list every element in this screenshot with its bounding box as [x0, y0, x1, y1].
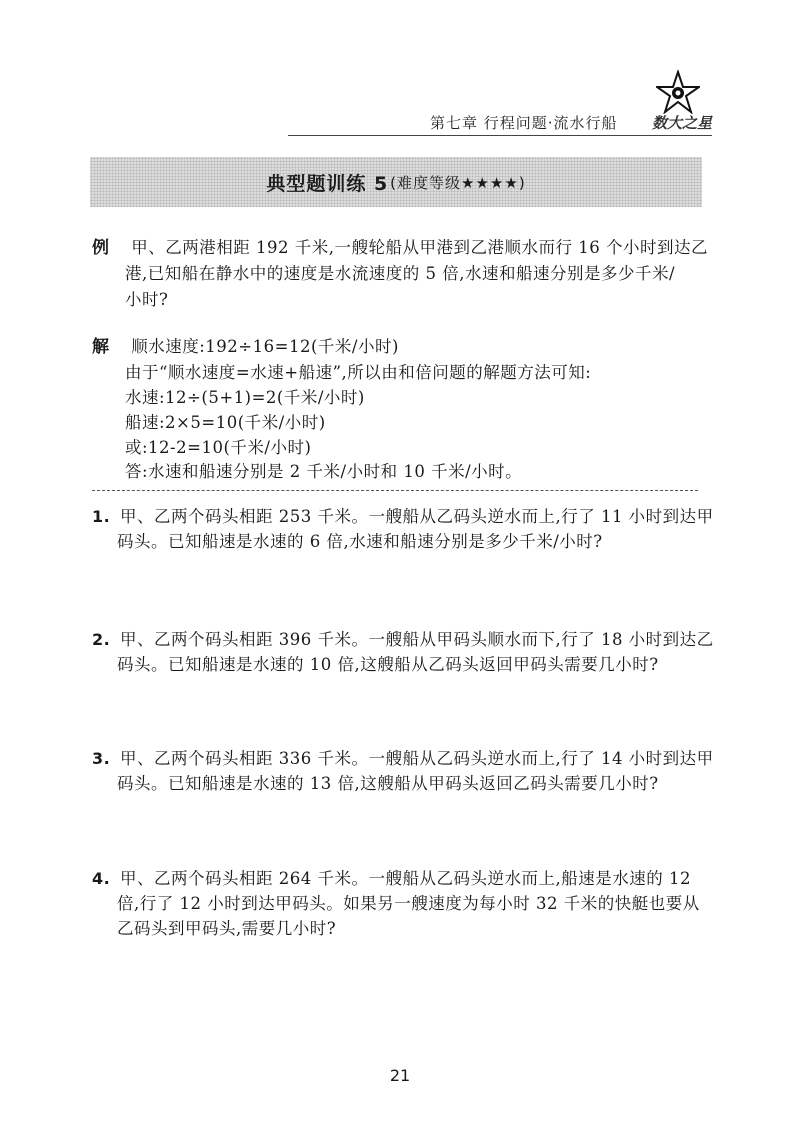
- difficulty-rating: (难度等级★★★★): [390, 173, 526, 192]
- solution-line-2: 由于“顺水速度=水速+船速”,所以由和倍问题的解题方法可知:: [125, 363, 592, 382]
- problem-number: 4.: [92, 869, 111, 888]
- problem-text: 甲、乙两个码头相距 253 千米。一艘船从乙码头逆水而上,行了 11 小时到达甲: [119, 507, 714, 526]
- solution-line-1: [92, 335, 399, 359]
- solution-line-5: 或:12-2=10(千米/小时): [125, 438, 312, 457]
- section-title: 典型题训练 5: [266, 172, 389, 195]
- example-marker: 例: [92, 238, 110, 258]
- problem-1-line-2: 码头。已知船速是水速的 6 倍,水速和船速分别是多少千米/小时?: [117, 532, 603, 551]
- chapter-heading: 第七章 行程问题·流水行船: [430, 114, 618, 132]
- example-line-2: 港,已知船在静水中的速度是水流速度的 5 倍,水速和船速分别是多少千米/: [125, 264, 676, 283]
- header-rule: [288, 135, 712, 136]
- problem-text: 甲、乙两个码头相距 336 千米。一艘船从乙码头逆水而上,行了 14 小时到达甲: [119, 749, 714, 768]
- solution-text: 顺水速度:192÷16=12(千米/小时): [131, 337, 399, 356]
- problem-2-line-2: 码头。已知船速是水速的 10 倍,这艘船从乙码头返回甲码头需要几小时?: [117, 655, 659, 674]
- problem-4-line-2: 倍,行了 12 小时到达甲码头。如果另一艘速度为每小时 32 千米的快艇也要从: [117, 894, 700, 913]
- example-line-1: [92, 236, 708, 260]
- dashed-separator: [92, 490, 698, 491]
- solution-line-4: 船速:2×5=10(千米/小时): [125, 413, 326, 432]
- solution-line-3: 水速:12÷(5+1)=2(千米/小时): [125, 388, 365, 407]
- problem-number: 3.: [92, 749, 111, 768]
- problem-3: [92, 747, 714, 771]
- problem-2: [92, 628, 714, 652]
- problem-number: 1.: [92, 507, 111, 526]
- example-line-3: 小时?: [125, 290, 169, 309]
- problem-1: [92, 505, 714, 529]
- problem-text: 甲、乙两个码头相距 396 千米。一艘船从甲码头顺水而下,行了 18 小时到达乙: [119, 630, 714, 649]
- star-logo-icon: [656, 70, 700, 114]
- problem-text: 甲、乙两个码头相距 264 千米。一艘船从乙码头逆水而上,船速是水速的 12: [119, 869, 691, 888]
- problem-4: [92, 867, 691, 891]
- problem-3-line-2: 码头。已知船速是水速的 13 倍,这艘船从甲码头返回乙码头需要几小时?: [117, 774, 659, 793]
- solution-marker: 解: [92, 337, 110, 357]
- problem-4-line-3: 乙码头到甲码头,需要几小时?: [117, 919, 337, 938]
- solution-answer: 答:水速和船速分别是 2 千米/小时和 10 千米/小时。: [125, 462, 523, 481]
- brand-text: 数大之星: [652, 114, 713, 132]
- problem-number: 2.: [92, 630, 111, 649]
- section-title-bar: [90, 157, 702, 207]
- page-number: 21: [389, 1066, 411, 1085]
- example-text: 甲、乙两港相距 192 千米,一艘轮船从甲港到乙港顺水而行 16 个小时到达乙: [131, 238, 708, 257]
